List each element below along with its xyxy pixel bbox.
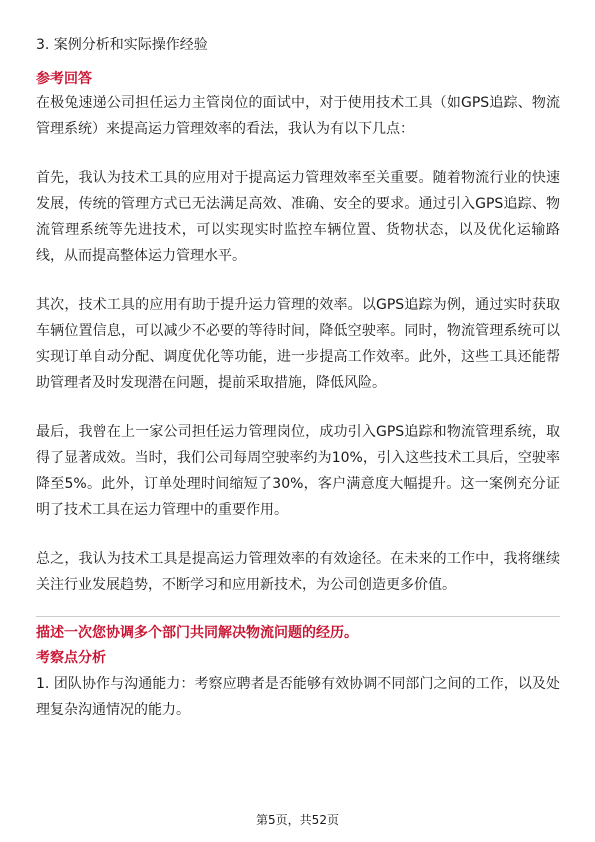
answer-paragraph-second: 其次，技术工具的应用有助于提升运力管理的效率。以GPS追踪为例，通过实时获取车辆位置信息，可以减少不必要的等待时间，降低空驶率。同时，物流管理系统可以实现订单自动分配、调度优化等功能，进一步提高工作效率。此外，这些工具还能帮助管理者及时发现潜在问题，提前采取措施，降低风险。 [36, 297, 560, 391]
analysis-label: 考察点分析 [36, 650, 106, 666]
paragraph-spacer [36, 396, 560, 419]
reference-answer-label: 参考回答 [36, 71, 92, 87]
page-content [36, 34, 560, 723]
answer-paragraph-intro: 在极兔速递公司担任运力主管岗位的面试中，对于使用技术工具（如GPS追踪、物流管理系统）来提高运力管理效率的看法，我认为有以下几点： [36, 95, 560, 137]
paragraph-spacer [36, 269, 560, 292]
analysis-item: 1. 团队协作与沟通能力：考察应聘者是否能够有效协调不同部门之间的工作，以及处理复杂沟通情况的能力。 [36, 676, 560, 718]
answer-paragraph-last: 最后，我曾在上一家公司担任运力管理岗位，成功引入GPS追踪和物流管理系统，取得了显著成效。当时，我们公司每周空驶率约为10%，引入这些技术工具后，空驶率降至5%。此外，订单处理时间缩短了30%，客户满意度大幅提升。这一案例充分证明了技术工具在运力管理中的重要作用。 [36, 424, 560, 518]
answer-paragraph-conclusion: 总之，我认为技术工具是提高运力管理效率的有效途径。在未来的工作中，我将继续关注行业发展趋势，不断学习和应用新技术，为公司创造更多价值。 [36, 551, 560, 593]
paragraph-spacer [36, 523, 560, 546]
page-number-footer: 第5页，共52页 [256, 813, 339, 827]
interview-question: 描述一次您协调多个部门共同解决物流问题的经历。 [36, 625, 358, 641]
section-divider [36, 616, 560, 617]
answer-paragraph-first: 首先，我认为技术工具的应用对于提高运力管理效率至关重要。随着物流行业的快速发展，传统的管理方式已无法满足高效、准确、安全的要求。通过引入GPS追踪、物流管理系统等先进技术，可以实现实时监控车辆位置、货物状态，以及优化运输路线，从而提高整体运力管理水平。 [36, 170, 560, 264]
section-title: 3. 案例分析和实际操作经验 [36, 37, 208, 53]
paragraph-spacer [36, 142, 560, 165]
